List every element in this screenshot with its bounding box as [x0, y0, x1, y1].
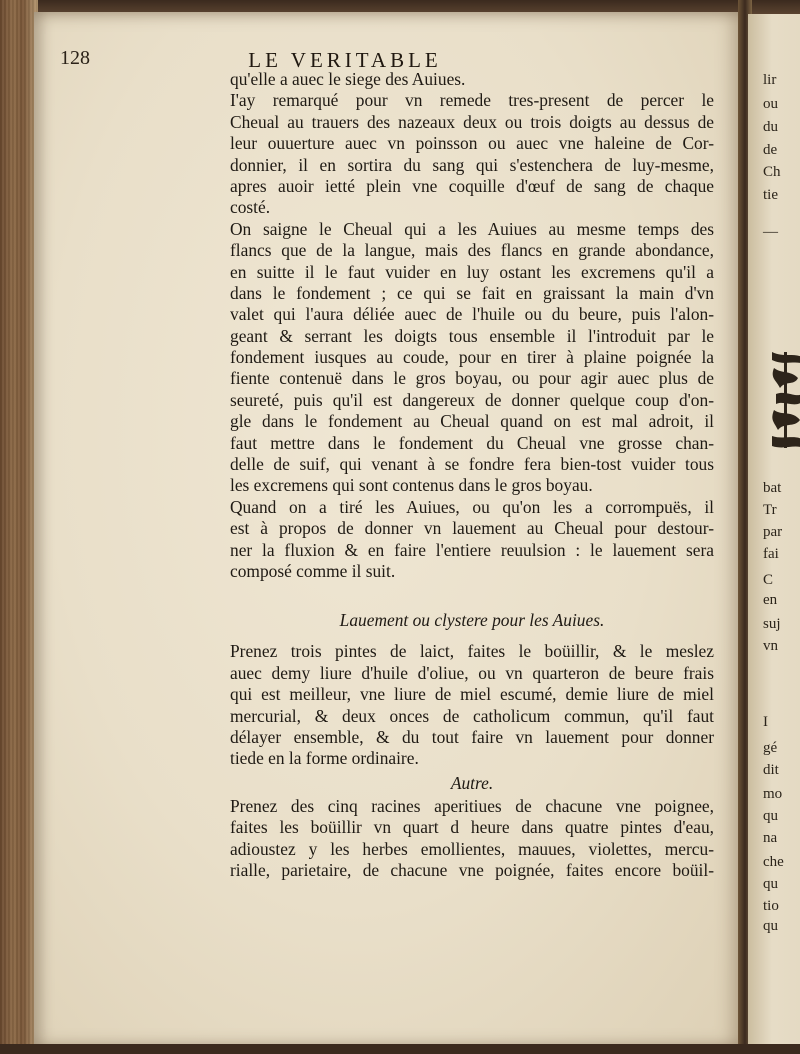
text-line: apres auoir ietté plein vne coquille d'œuf de sang de chaque: [230, 175, 714, 196]
body-text: [230, 69, 714, 881]
facing-page-fragment: Ch: [763, 164, 781, 180]
text-line: gle dans le fondement au Cheual quand on est mal adroit, il: [230, 411, 714, 432]
facing-page-fragment: tio: [763, 898, 779, 914]
facing-page-fragment: qu: [763, 876, 778, 892]
section-heading: Lauement ou clystere pour les Auiues.: [339, 610, 605, 631]
facing-page-fragment: suj: [763, 616, 781, 632]
text-line: composé comme il suit.: [230, 560, 396, 581]
facing-page-fragment: dit: [763, 762, 779, 778]
facing-page-fragment: gé: [763, 740, 778, 756]
text-line: les excremens qui sont contenus dans le gros boyau.: [230, 475, 593, 496]
running-title: LE VERITABLE: [248, 48, 442, 72]
text-line: Prenez trois pintes de laict, faites le boüillir, & le meslez: [230, 641, 714, 662]
text-line: fondement iusques au coude, pour en tirer à plaine poignée la: [230, 347, 714, 368]
facing-page-fragment: qu: [763, 918, 778, 934]
text-line: qui est meilleur, vne liure de miel escumé, demie liure de miel: [230, 684, 714, 705]
facing-page-fragment: par: [763, 524, 783, 540]
text-line: flancs que de la langue, mais des flancs en grande abondance,: [230, 240, 714, 261]
text-line: qu'elle a auec le siege des Auiues.: [230, 69, 466, 89]
text-line: seureté, puis qu'il est dangereux de donner quelque coup d'on-: [230, 389, 714, 410]
text-line: Cheual au trauers des nazeaux deux ou trois doigts au dessus de: [230, 111, 714, 132]
text-line: dans le fondement ; ce qui se fait en graissant la main d'vn: [230, 282, 714, 303]
facing-page-fragment: qu: [763, 808, 778, 824]
text-line: geant & serrant les doigts tous ensemble il l'introduit par le: [230, 325, 714, 346]
text-line: tiede en la forme ordinaire.: [230, 748, 419, 769]
text-line: On saigne le Cheual qui a les Auiues au mesme temps des: [230, 218, 714, 239]
facing-page-fragment: en: [763, 592, 778, 608]
facing-page-fragment: bat: [763, 480, 782, 496]
facing-page-fragment: ou: [763, 96, 778, 112]
facing-page-fragment: lir: [763, 72, 777, 88]
text-line: Quand on a tiré les Auiues, ou qu'on les a corrompuës, il: [230, 496, 714, 517]
text-line: Prenez des cinq racines aperitiues de chacune vne poignee,: [230, 795, 714, 816]
text-line: I'ay remarqué pour vn remede tres-present de percer le: [230, 90, 714, 111]
facing-page-fragment: de: [763, 142, 778, 158]
text-line: mercurial, & deux onces de catholicum commun, qu'il faut: [230, 705, 714, 726]
facing-page-fragment: I: [763, 714, 768, 730]
section-heading: Autre.: [450, 772, 494, 793]
text-line: leur ouuerture auec vn poinsson ou auec vne haleine de Cor-: [230, 133, 714, 154]
facing-page-fragment: vn: [763, 638, 778, 654]
text-line: faut mettre dans le fondement du Cheual vne grosse chan-: [230, 432, 714, 453]
text-line: rialle, parietaire, de chacune vne poignée, faites encore boüil-: [230, 859, 714, 880]
facing-page-fragment: fai: [763, 546, 779, 562]
facing-page-fragment: du: [763, 119, 778, 135]
text-line: est à propos de donner vn lauement au Cheual pour destour-: [230, 518, 714, 539]
facing-page-fragment: na: [763, 830, 778, 846]
facing-page-fragment: —: [763, 224, 778, 240]
text-line: adioustez y les herbes emollientes, mauues, violettes, mercu-: [230, 838, 714, 859]
text-line: fiente contenuë dans le gros boyau, ou pour agir auec plus de: [230, 368, 714, 389]
facing-page-fragment: mo: [763, 786, 783, 802]
book-spine: [0, 0, 38, 1054]
facing-page-fragment: che: [763, 854, 784, 870]
text-line: delle de suif, qui venant à se fondre fera bien-tost vuider tous: [230, 454, 714, 475]
text-line: auec demy liure d'huile d'oliue, ou vn quarteron de beure frais: [230, 662, 714, 683]
text-line: délayer ensemble, & du tout faire vn lauement pour donner: [230, 726, 714, 747]
scan-bottom-edge: [0, 1044, 800, 1054]
facing-page-fragment: tie: [763, 187, 778, 203]
text-line: costé.: [230, 197, 271, 218]
text-line: valet qui l'aura déliée auec de l'huile ou du beure, puis l'alon-: [230, 304, 714, 325]
text-line: en suitte il le faut vuider en luy ostant les excremens qu'il a: [230, 261, 714, 282]
page-number: 128: [60, 47, 90, 69]
text-line: ner la fluxion & en faire l'entiere reuulsion : le lauement sera: [230, 539, 714, 560]
text-line: donnier, il en sortira du sang qui s'estenchera de luy-mesme,: [230, 154, 714, 175]
text-line: faites les boüillir vn quart d heure dans quatre pintes d'eau,: [230, 817, 714, 838]
facing-page-fragment: C: [763, 572, 774, 588]
facing-page-fragment: Tr: [763, 502, 777, 518]
printer-ornament-icon: [764, 350, 800, 450]
